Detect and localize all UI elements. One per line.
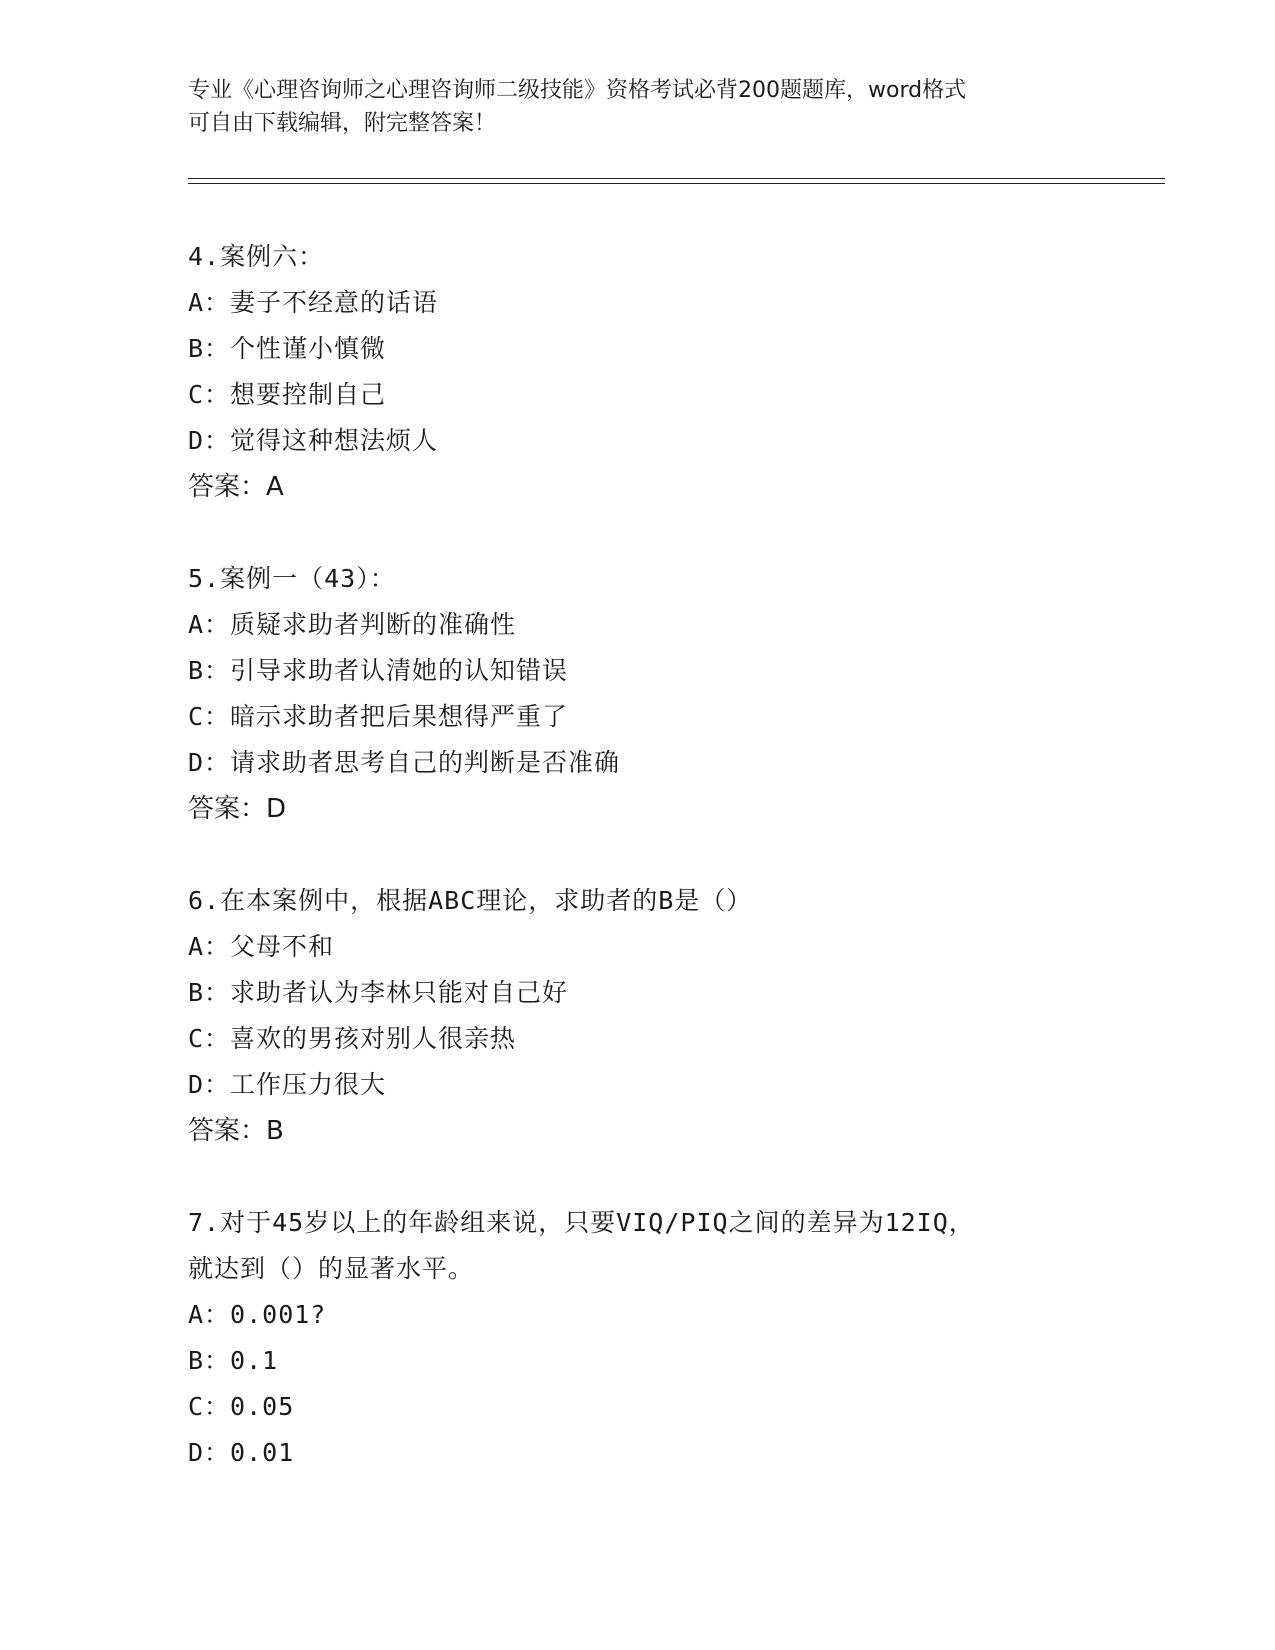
header-divider-bottom — [188, 183, 1165, 184]
question-stem: 4.案例六： — [188, 242, 325, 271]
header-line-2: 可自由下载编辑，附完整答案！ — [188, 111, 497, 136]
answer-text: 答案：A — [188, 472, 284, 502]
question-7 — [188, 1200, 1168, 1476]
option-b: B：引导求助者认清她的认知错误 — [188, 656, 569, 685]
option-d: D：觉得这种想法烦人 — [188, 426, 439, 455]
option-c: C：喜欢的男孩对别人很亲热 — [188, 1024, 517, 1053]
option-c: C：0.05 — [188, 1392, 295, 1421]
option-a: A：父母不和 — [188, 932, 335, 961]
option-b: B：0.1 — [188, 1346, 279, 1375]
question-5 — [188, 556, 1168, 832]
option-d: D：0.01 — [188, 1438, 295, 1467]
header-line-1: 专业《心理咨询师之心理咨询师二级技能》资格考试必背200题题库，word格式 — [188, 78, 967, 103]
question-stem-line-2: 就达到（）的显著水平。 — [188, 1254, 475, 1283]
option-d: D：请求助者思考自己的判断是否准确 — [188, 748, 621, 777]
answer-text: 答案：B — [188, 1116, 284, 1146]
document-header — [188, 74, 1088, 140]
option-c: C：暗示求助者把后果想得严重了 — [188, 702, 569, 731]
option-d: D：工作压力很大 — [188, 1070, 387, 1099]
option-a: A：0.001? — [188, 1300, 327, 1329]
option-c: C：想要控制自己 — [188, 380, 387, 409]
header-divider-top — [188, 178, 1165, 179]
question-stem: 5.案例一（43）： — [188, 564, 396, 593]
option-a: A：妻子不经意的话语 — [188, 288, 439, 317]
question-4 — [188, 234, 1168, 510]
question-stem-line-1: 7.对于45岁以上的年龄组来说，只要VIQ/PIQ之间的差异为12IQ， — [188, 1208, 975, 1237]
option-b: B：求助者认为李林只能对自己好 — [188, 978, 569, 1007]
question-6 — [188, 878, 1168, 1154]
answer-text: 答案：D — [188, 794, 287, 824]
question-stem: 6.在本案例中，根据ABC理论，求助者的B是（） — [188, 886, 753, 915]
option-b: B：个性谨小慎微 — [188, 334, 387, 363]
option-a: A：质疑求助者判断的准确性 — [188, 610, 517, 639]
